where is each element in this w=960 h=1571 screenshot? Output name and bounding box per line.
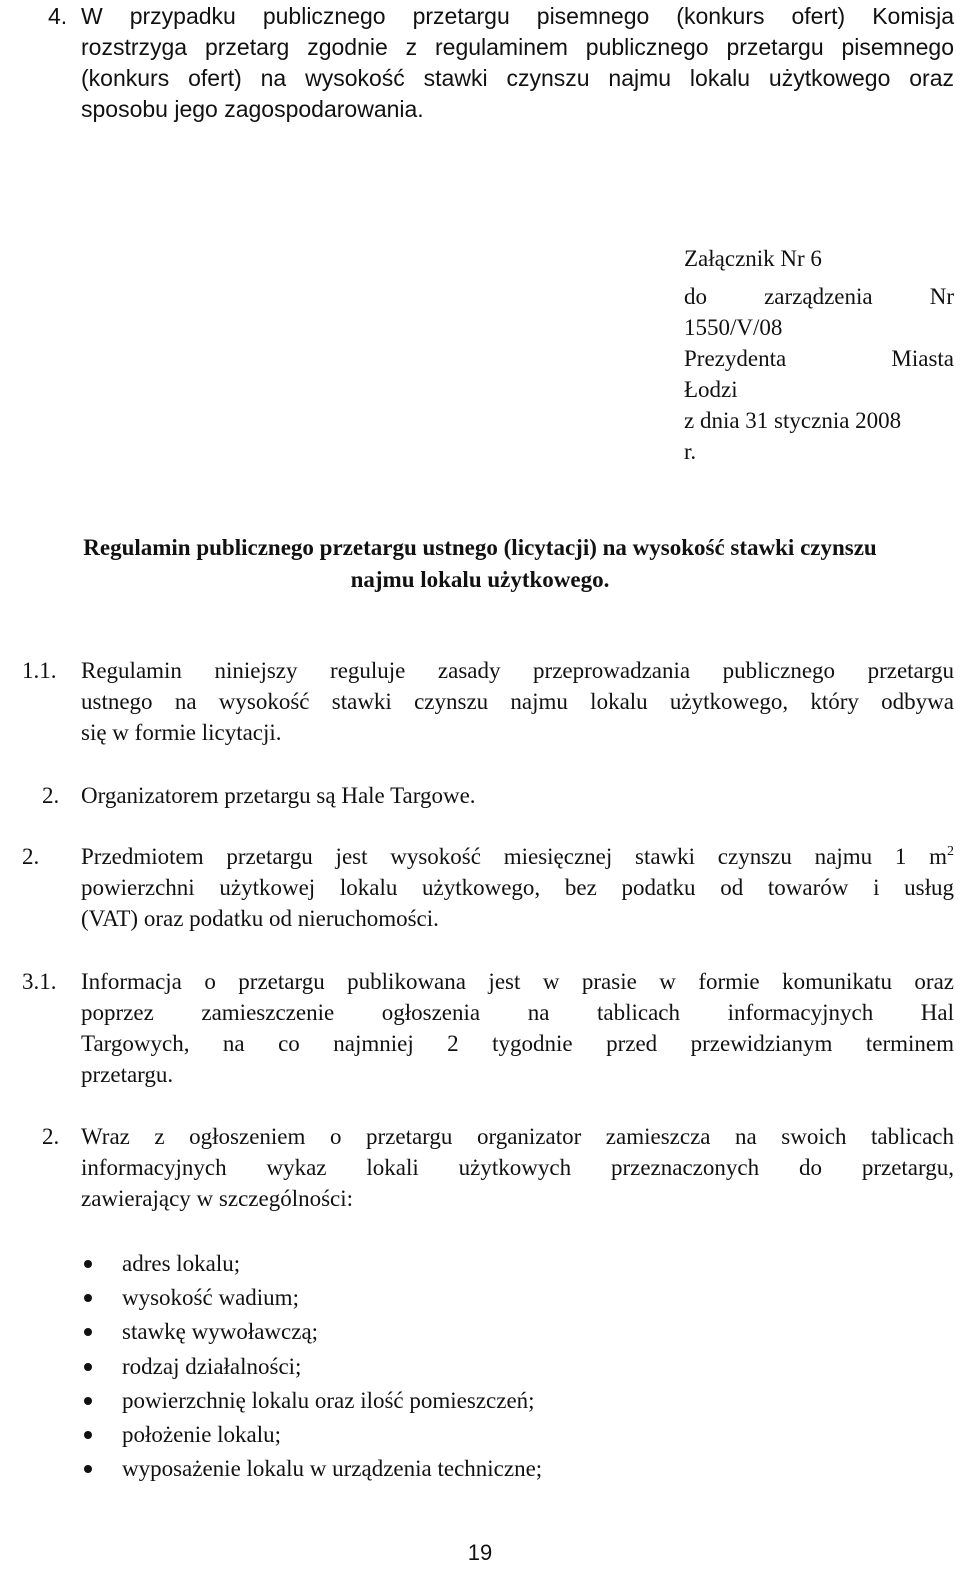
bullet-icon xyxy=(84,1328,92,1336)
list-item-text: wyposażenie lokalu w urządzenia techniczne; xyxy=(122,1456,543,1482)
list-item-text: powierzchnię lokalu oraz ilość pomieszczeń; xyxy=(122,1387,535,1413)
paragraph-line: Wraz z ogłoszeniem o przetargu organizator zamieszcza na swoich tablicach xyxy=(81,1124,954,1149)
list-item xyxy=(80,1350,542,1384)
annex-line: z dnia 31 stycznia 2008 xyxy=(684,408,902,433)
intro-line: W przypadku publicznego przetargu pisemnego (konkurs ofert) Komisja xyxy=(81,3,954,29)
bullet-icon xyxy=(84,1363,92,1371)
paragraph-line: informacyjnych wykaz lokali użytkowych przeznaczonych do przetargu, xyxy=(81,1155,954,1180)
bullet-icon xyxy=(84,1294,92,1302)
annex-line: Łodzi xyxy=(684,377,738,402)
list-item-text: adres lokalu; xyxy=(122,1251,241,1276)
section-number: 2. xyxy=(22,844,40,869)
superscript: 2 xyxy=(947,844,954,859)
bullet-icon xyxy=(84,1397,92,1405)
bullet-icon xyxy=(84,1465,92,1473)
annex-word: Miasta xyxy=(891,346,954,371)
list-item xyxy=(80,1315,542,1349)
bullet-list xyxy=(80,1247,542,1486)
paragraph-line: się w formie licytacji. xyxy=(81,720,282,745)
annex-line xyxy=(684,343,954,374)
paragraph-line: poprzez zamieszczenie ogłoszenia na tablicach informacyjnych Hal xyxy=(81,1000,954,1025)
list-item xyxy=(80,1452,542,1486)
paragraph-line: Organizatorem przetargu są Hale Targowe. xyxy=(81,783,476,808)
annex-line xyxy=(684,281,954,312)
annex-title: Załącznik Nr 6 xyxy=(684,246,822,271)
annex-line: 1550/V/08 xyxy=(684,315,783,340)
list-item xyxy=(80,1384,542,1418)
section-number: 2. xyxy=(42,1124,60,1149)
paragraph-line: (VAT) oraz podatku od nieruchomości. xyxy=(81,906,439,931)
page-number: 19 xyxy=(467,1540,493,1565)
list-item xyxy=(80,1281,542,1315)
section-number: 3.1. xyxy=(22,969,57,994)
intro-line: rozstrzyga przetarg zgodnie z regulaminem publicznego przetargu pisemnego xyxy=(81,34,954,60)
bullet-icon xyxy=(84,1260,92,1268)
annex-line: r. xyxy=(684,439,697,464)
list-item xyxy=(80,1418,542,1452)
annex-word: zarządzenia xyxy=(764,284,873,309)
intro-line: (konkurs ofert) na wysokość stawki czynszu najmu lokalu użytkowego oraz xyxy=(81,65,954,91)
list-item-text: wysokość wadium; xyxy=(122,1285,299,1311)
document-title-line2: najmu lokalu użytkowego. xyxy=(350,567,610,592)
bullet-icon xyxy=(84,1431,92,1439)
paragraph-line: przetargu. xyxy=(81,1062,174,1087)
paragraph-line: powierzchni użytkowej lokalu użytkowego, bez podatku od towarów i usług xyxy=(81,875,954,900)
paragraph-text: Przedmiotem przetargu jest wysokość miesięcznej stawki czynszu najmu 1 m xyxy=(81,844,947,869)
intro-line: sposobu jego zagospodarowania. xyxy=(81,96,424,122)
paragraph-line: zawierający w szczególności: xyxy=(81,1186,354,1211)
list-item-text: rodzaj działalności; xyxy=(122,1353,302,1379)
paragraph-line: Regulamin niniejszy reguluje zasady przeprowadzania publicznego przetargu xyxy=(81,658,954,683)
paragraph-line xyxy=(81,841,954,872)
paragraph-line: Informacja o przetargu publikowana jest w prasie w formie komunikatu oraz xyxy=(81,969,954,994)
paragraph-line: ustnego na wysokość stawki czynszu najmu lokalu użytkowego, który odbywa xyxy=(81,689,954,714)
list-item-text: położenie lokalu; xyxy=(122,1421,282,1447)
annex-word: do xyxy=(684,284,707,309)
intro-number: 4. xyxy=(48,3,68,29)
annex-word: Prezydenta xyxy=(684,346,787,371)
section-number: 1.1. xyxy=(22,658,57,683)
annex-word: Nr xyxy=(929,284,954,309)
list-item-text: stawkę wywoławczą; xyxy=(122,1319,319,1345)
document-title: Regulamin publicznego przetargu ustnego (licytacji) na wysokość stawki czynszu xyxy=(83,535,877,560)
list-item xyxy=(80,1247,542,1281)
section-number: 2. xyxy=(42,783,60,808)
paragraph-line: Targowych, na co najmniej 2 tygodnie przed przewidzianym terminem xyxy=(81,1031,954,1056)
